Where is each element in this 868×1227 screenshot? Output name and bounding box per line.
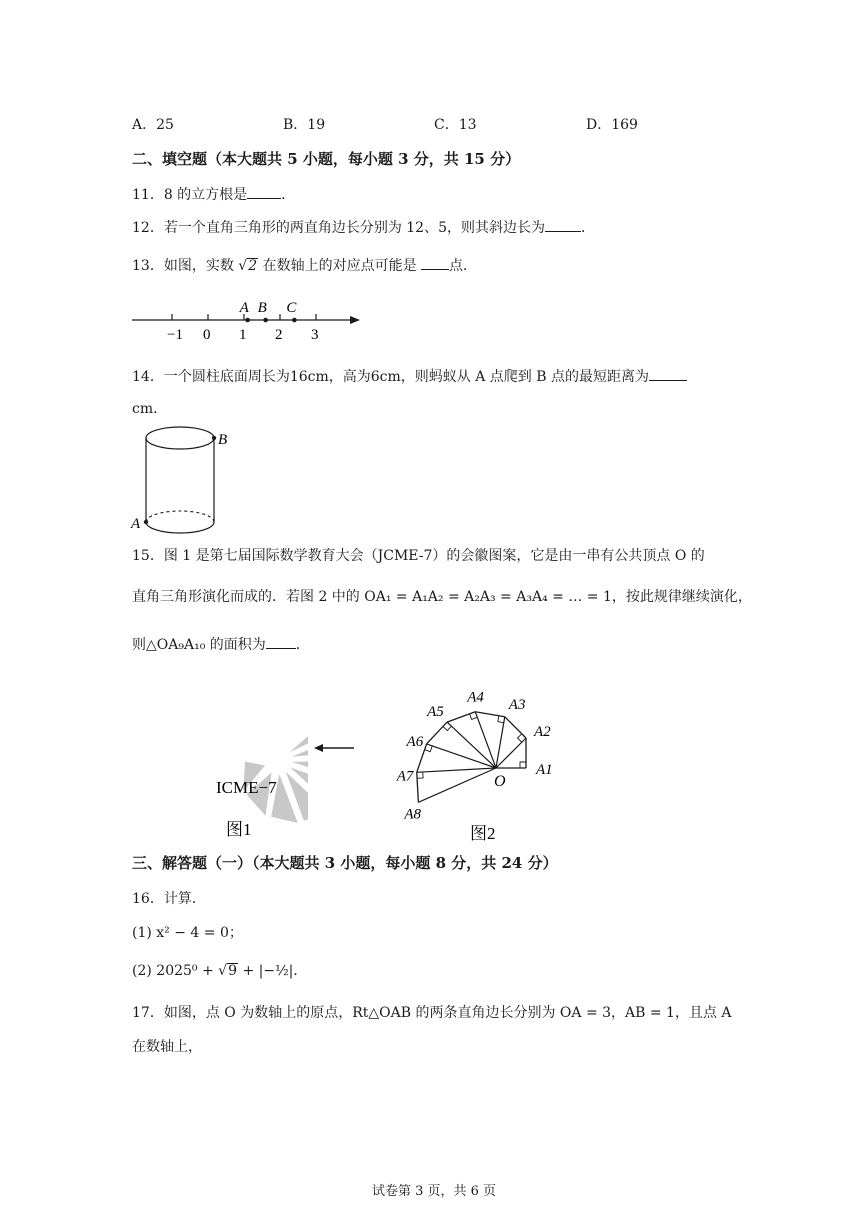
label-a: A <box>131 516 141 532</box>
choice-b: B．19 <box>283 117 326 133</box>
spoke-line <box>427 744 496 768</box>
q15-line1: 15．图 1 是第七届国际数学教育大会（JCME-7）的会徽图案，它是由一串有公共顶点 O 的 <box>132 548 705 564</box>
right-angle-mark <box>518 734 522 742</box>
point-label: B <box>257 300 267 316</box>
spoke-line <box>475 712 496 768</box>
arrow-icon <box>350 316 360 324</box>
spoke-line <box>417 768 496 772</box>
vertex-label: A8 <box>404 806 422 823</box>
figure1-logo <box>128 680 308 840</box>
q16-part1: (1) x² − 4 = 0； <box>132 925 243 941</box>
number-line-figure <box>128 294 368 346</box>
vertex-label: A3 <box>508 696 526 713</box>
choice-a: A．25 <box>132 117 174 133</box>
q13-end: 点． <box>449 258 478 274</box>
outer-edge <box>475 712 505 717</box>
question-12 <box>132 217 595 237</box>
tick-label: 3 <box>311 327 319 343</box>
abs-content: −½ <box>263 963 289 979</box>
outer-edge <box>505 717 526 738</box>
point-b <box>263 318 268 323</box>
q12-end: ． <box>581 220 595 236</box>
vertex-label: A6 <box>406 733 424 750</box>
q13-prefix: 13．如图，实数 <box>132 258 234 274</box>
cylinder-bottom-front <box>146 522 214 533</box>
right-angle-mark <box>443 726 451 730</box>
point-label: A <box>239 300 249 316</box>
cylinder-figure <box>128 424 238 539</box>
q14-text: 14．一个圆柱底面周长为16cm，高为6cm，则蚂蚁从 A 点爬到 B 点的最短距离为 <box>132 369 649 385</box>
spoke-line <box>447 722 496 768</box>
choice-c: C．13 <box>434 117 477 133</box>
choice-d: D．169 <box>586 117 638 133</box>
spoke-line <box>418 768 496 802</box>
abs-bar-left: | <box>258 963 264 979</box>
logo-triangle <box>290 696 308 752</box>
answer-blank <box>421 257 449 270</box>
vertex-label: A4 <box>467 689 484 706</box>
q16-part2-mid: + <box>238 963 259 979</box>
figure2-spiral <box>356 660 576 845</box>
figure2-caption: 图2 <box>470 824 496 843</box>
q14-unit: cm． <box>132 401 168 417</box>
q12-text: 12．若一个直角三角形的两直角边长分别为 12、5，则其斜边长为 <box>132 220 545 236</box>
sqrt-radicand: 2 <box>248 258 258 274</box>
figure1-caption: 图1 <box>226 820 252 839</box>
cylinder-top <box>146 427 214 449</box>
left-arrow-icon <box>312 740 358 756</box>
cylinder-bottom-back <box>146 511 214 522</box>
q11-end: ． <box>281 187 296 203</box>
outer-edge <box>417 772 419 802</box>
q13-middle: 在数轴上的对应点可能是 <box>262 258 417 274</box>
label-o: O <box>494 773 506 790</box>
page-footer: 试卷第 3 页，共 6 页 <box>371 1184 497 1199</box>
q16-part2 <box>132 960 307 980</box>
sqrt-symbol: √ <box>218 963 228 979</box>
point-c <box>292 318 297 323</box>
question-14 <box>132 366 687 386</box>
q15-line3-prefix: 则△OA₉A₁₀ 的面积为 <box>132 637 266 653</box>
outer-edge <box>427 722 448 744</box>
section3-heading: 三、解答题（一）（本大题共 3 小题，每小题 8 分，共 24 分） <box>132 854 558 872</box>
question-13 <box>132 255 477 275</box>
q15-line3 <box>132 634 310 654</box>
q16-part2-end: ． <box>293 963 308 979</box>
point-label: C <box>286 300 297 316</box>
logo-text: ICME−7 <box>216 778 277 797</box>
tick-label: 0 <box>203 327 211 343</box>
sqrt-radicand: 9 <box>228 963 237 979</box>
right-angle-mark <box>520 762 526 768</box>
label-b: B <box>218 432 228 448</box>
q17-line2: 在数轴上， <box>132 1039 202 1055</box>
point-a <box>245 318 250 323</box>
answer-blank <box>247 186 281 199</box>
abs-bar-right: | <box>288 963 294 979</box>
point-b <box>212 436 216 440</box>
tick-label: 1 <box>239 327 247 343</box>
q15-line3-end: ． <box>295 637 310 653</box>
q16-text: 16．计算． <box>132 891 206 907</box>
vertex-label: A1 <box>536 762 553 778</box>
q11-text: 11．8 的立方根是 <box>132 187 248 203</box>
vertex-label: A5 <box>427 704 444 721</box>
vertex-label: A2 <box>534 724 551 740</box>
tick-label: −1 <box>167 327 183 343</box>
q15-line2: 直角三角形演化而成的．若图 2 中的 OA₁ = A₁A₂ = A₂A₃ = A₃A₄ = … = 1，按此规律继续演化， <box>132 589 752 605</box>
answer-blank <box>545 219 581 232</box>
section2-heading: 二、填空题（本大题共 5 小题，每小题 3 分，共 15 分） <box>132 150 521 168</box>
vertex-label: A7 <box>396 768 414 785</box>
right-angle-mark <box>417 772 423 778</box>
answer-blank <box>266 636 296 649</box>
q16-part2-prefix: (2) 2025⁰ + <box>132 963 219 979</box>
q17-line1: 17．如图，点 O 为数轴上的原点，Rt△OAB 的两条直角边长分别为 OA = 3，AB = 1，且点 A <box>132 1005 732 1021</box>
point-a <box>144 520 148 524</box>
tick-label: 2 <box>275 327 283 343</box>
answer-blank <box>649 368 687 381</box>
sqrt-symbol: √ <box>238 258 248 274</box>
question-11 <box>132 184 295 204</box>
